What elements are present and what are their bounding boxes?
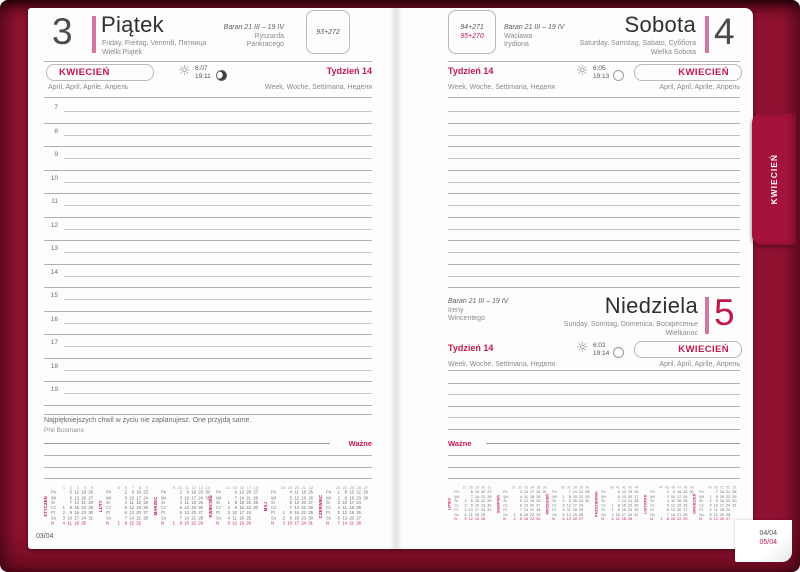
ruled-line (448, 406, 740, 407)
sunrise-time: 6:02 (593, 342, 606, 349)
saturday-day-number: 4 (714, 11, 735, 52)
right-day-counter-box (448, 10, 496, 54)
ruled-line (448, 417, 740, 418)
ruled-line (64, 158, 372, 159)
mini-calendar-wrzesień (546, 486, 593, 530)
ruled-line (448, 229, 740, 230)
calendar-month-label: MAJ (264, 501, 269, 511)
ruled-line (64, 111, 372, 112)
mini-calendar-sierpień (497, 486, 547, 530)
ruled-line (448, 276, 740, 277)
nameday: Pankracego (246, 41, 284, 48)
ruled-line (64, 252, 372, 253)
ruled-line (44, 467, 372, 468)
ruled-line (64, 276, 372, 277)
calendar-grid: 36 37 38 39 40 Pn 7 14 21 28 Wt 1 8 15 22 29 Śr 2 9 16 23 30 Cz 3 10 17 24 Pt 4 11 18 25 So 5 12 19 26 N 6 13 20 27 (552, 486, 590, 522)
quote-text: Najpiękniejszych chwil w życiu nie zaplanujesz. One przyjdą same. (44, 417, 252, 424)
hour-label: 17 (50, 339, 58, 346)
header-rule (448, 61, 740, 62)
mini-calendar-maj (264, 486, 317, 530)
saturday-week-label: Tydzień 14 (448, 66, 494, 76)
calendar-month-label: GRUDZIEŃ (693, 493, 697, 515)
ruled-line (44, 264, 372, 265)
calendar-month-label: SIERPIEŃ (497, 494, 501, 514)
sunset-time: 19:13 (593, 73, 610, 80)
ruled-line (44, 478, 372, 479)
ruled-line (44, 170, 372, 171)
band-rule (448, 97, 740, 98)
sunday-zodiac-block (448, 298, 508, 324)
hour-label: 13 (50, 245, 58, 252)
ruled-line (44, 358, 372, 359)
sun-icon: ☼ (576, 340, 589, 356)
mini-calendar-grudzień (693, 486, 740, 530)
calendar-grid: 9 10 11 12 13 14 Pn 2 9 16 23 30 Wt 3 10 17 24 31 Śr 4 11 18 25 Cz 5 12 19 26 Pt 6 13 20 27 So 7 14 21 28 N 1 8 15 22 29 (161, 486, 210, 526)
ruled-line (64, 299, 372, 300)
calendar-grid: 27 28 29 30 31 Pn 6 13 20 27 Wt 7 14 21 28 Śr 1 8 15 22 29 Cz 2 9 16 23 30 Pt 3 10 17 24 31 So 4 11 18 25 N 5 12 19 26 (454, 486, 492, 522)
ruled-line (44, 240, 372, 241)
right-page-number-saturday: 04/04 (759, 530, 777, 537)
ruled-line (64, 393, 372, 394)
ruled-line (44, 311, 372, 312)
saturday-month-translations: April, April, Aprile, Апрель (659, 84, 740, 91)
left-sun-times (195, 65, 211, 81)
ruled-line (448, 383, 740, 384)
hour-label: 16 (50, 315, 58, 323)
ruled-line (44, 287, 372, 288)
calendar-month-label: LIPIEC (448, 497, 452, 511)
ruled-line (448, 205, 740, 206)
calendar-grid: 23 24 25 26 27 Pn 1 8 15 22 29 Wt 2 9 16 23 30 Śr 3 10 17 24 Cz 4 11 18 25 Pt 5 12 19 26 So 6 13 20 27 N 7 14 21 28 (326, 486, 368, 526)
hour-label: 14 (50, 268, 58, 276)
saturday-month-box: KWIECIEŃ (634, 64, 742, 81)
calendar-month-label: CZERWIEC (319, 494, 324, 519)
sunday-month-box: KWIECIEŃ (634, 341, 742, 358)
ruled-line (64, 370, 372, 371)
calendar-month-label: MARZEC (154, 496, 159, 516)
ruled-line (448, 429, 740, 430)
ruled-line (44, 193, 372, 194)
ruled-line (64, 346, 372, 347)
sunset-time: 19:14 (593, 350, 610, 357)
mini-calendar-marzec (154, 486, 210, 530)
sunrise-time: 6:07 (195, 65, 208, 72)
calendar-month-label: WRZESIEŃ (546, 493, 550, 515)
left-month-box: KWIECIEŃ (46, 64, 154, 81)
sunday-sun-times (593, 342, 609, 358)
hour-label: 19 (50, 386, 58, 393)
left-holiday: Wielki Piątek (102, 49, 143, 56)
ruled-line (448, 170, 740, 171)
nameday: Ryszarda (254, 32, 284, 40)
left-month-translations: April, April, Aprile, Апрель (48, 84, 129, 91)
calendar-grid: 5 6 7 8 9 Pn 2 9 16 23 Wt 3 10 17 24 Śr 4 11 18 25 Cz 5 12 19 26 Pt 6 13 20 27 So 7 14 21 28 N 1 8 15 22 (106, 486, 148, 526)
sunday-holiday: Wielkanoc (665, 330, 698, 337)
sunrise-time: 6:05 (593, 65, 606, 72)
right-year-calendars (448, 486, 742, 530)
month-tab[interactable] (752, 113, 796, 245)
hour-label: 9 (54, 151, 58, 158)
important-rule (44, 443, 330, 444)
sunset-time: 19:11 (195, 73, 211, 80)
ruled-line (448, 146, 740, 147)
sunday-day-name: Niedziela (604, 293, 698, 318)
ruled-line (448, 252, 740, 253)
ruled-line (44, 217, 372, 218)
calendar-grid: 40 41 42 43 44 Pn 5 12 19 26 Wt 6 13 20 27 Śr 7 14 21 28 Cz 1 8 15 22 29 Pt 2 9 16 23 30 So 3 10 17 24 31 N 4 11 18 25 (601, 486, 639, 522)
ruled-line (448, 455, 740, 456)
calendar-month-label: LISTOPAD (644, 494, 648, 514)
saturday-translations: Saturday, Samstag, Sabato, Суббота (579, 40, 696, 47)
moon-phase-icon (613, 70, 624, 81)
hour-label: 10 (50, 174, 58, 182)
hour-label: 11 (51, 198, 58, 205)
ruled-line (44, 146, 372, 147)
sunday-day-number: 5 (714, 292, 735, 333)
quote-author: Phil Bosmans (44, 427, 84, 434)
day-of-year: 94+271 (460, 24, 484, 31)
hour-label: 18 (50, 362, 58, 370)
hour-label: 12 (50, 221, 58, 229)
ruled-line (64, 205, 372, 206)
nameday: Ireny (448, 306, 464, 314)
calendar-month-label: LUTY (99, 500, 104, 513)
ruled-line (44, 455, 372, 456)
ruled-line (64, 135, 372, 136)
band-rule (448, 370, 740, 371)
mini-calendar-czerwiec (319, 486, 372, 530)
ruled-line (448, 135, 740, 136)
ruled-line (448, 264, 740, 265)
calendar-month-label: STYCZEŃ (44, 496, 49, 517)
nameday: Irydiona (504, 41, 529, 48)
sunday-accent-bar (705, 297, 709, 334)
calendar-grid: 1 2 3 4 5 Pn 5 12 19 26 Wt 6 13 20 27 Śr 7 14 21 28 Cz 1 8 15 22 29 Pt 2 9 16 23 30 So 3 10 17 24 31 N 4 11 18 25 (51, 486, 93, 526)
left-zodiac-block (180, 24, 284, 50)
saturday-week-translations: Week, Woche, Settimana, Неделя (448, 84, 556, 91)
hour-label: 15 (50, 292, 58, 299)
saturday-accent-bar (705, 16, 709, 53)
ruled-line (448, 240, 740, 241)
month-tab-label: KWIECIEŃ (769, 153, 779, 205)
sun-icon: ☼ (178, 63, 191, 79)
ruled-line (448, 478, 740, 479)
zodiac-label: Baran 21 III – 19 IV (504, 24, 565, 31)
left-week-label: Tydzień 14 (326, 66, 372, 76)
ruled-line (44, 123, 372, 124)
ruled-line (448, 287, 740, 288)
header-rule (44, 61, 372, 62)
mini-calendar-kwiecień (209, 486, 262, 530)
ruled-line (448, 193, 740, 194)
calendar-grid: 18 19 20 21 22 Pn 4 11 18 25 Wt 5 12 19 26 Śr 6 13 20 27 Cz 7 14 21 28 Pt 1 8 15 22 29 So 2 9 16 23 30 N 3 10 17 24 31 (271, 486, 313, 526)
moon-phase-icon (216, 70, 227, 81)
ruled-line (64, 229, 372, 230)
calendar-grid: 49 50 51 52 53 Pn 7 14 21 28 Wt 1 8 15 22 29 Śr 2 9 16 23 30 Cz 3 10 17 24 31 Pt 4 11 18 25 So 5 12 19 26 N 6 13 20 27 (699, 486, 737, 522)
zodiac-label: Baran 21 III – 19 IV (223, 24, 284, 31)
left-important-label: Ważne (348, 439, 372, 448)
ruled-line (448, 123, 740, 124)
hour-label: 7 (54, 104, 58, 111)
mini-calendar-listopad (644, 486, 694, 530)
spine-shadow (390, 8, 402, 549)
nameday: Wacława (504, 32, 533, 40)
ruled-line (448, 158, 740, 159)
left-day-accent-bar (92, 16, 96, 53)
ruled-line (44, 381, 372, 382)
ruled-line (44, 414, 372, 415)
left-week-translations: Week, Woche, Settimana, Неделя (264, 84, 372, 91)
sunday-month-translations: April, April, Aprile, Апрель (659, 361, 740, 368)
saturday-sun-times (593, 65, 609, 81)
sunday-week-translations: Week, Woche, Settimana, Неделя (448, 361, 556, 368)
mini-calendar-luty (99, 486, 152, 530)
calendar-month-label: KWIECIEŃ (209, 495, 214, 518)
calendar-month-label: PAŹDZIERNIK (595, 490, 599, 518)
calendar-grid: 31 32 33 34 35 36 Pn 3 10 17 24 31 Wt 4 11 18 25 Śr 5 12 19 26 Cz 6 13 20 27 Pt 7 14 21 28 So 1 8 15 22 29 N 2 9 16 23 30 (503, 486, 547, 522)
left-page-number: 03/04 (36, 533, 54, 540)
mini-calendar-styczeń (44, 486, 97, 530)
day-of-year-sunday: 95+270 (460, 33, 484, 40)
ruled-line (44, 334, 372, 335)
right-page-number-sunday: 05/04 (759, 539, 777, 546)
sunday-week-label: Tydzień 14 (448, 343, 494, 353)
zodiac-label: Baran 21 III – 19 IV (448, 298, 509, 305)
left-day-translations: Friday, Freitag, Venerdì, Пятница (102, 40, 207, 47)
ruled-line (448, 394, 740, 395)
sun-icon: ☼ (576, 63, 589, 79)
saturday-day-name: Sobota (624, 12, 696, 37)
ruled-line (448, 111, 740, 112)
calendar-grid: 44 45 46 47 48 49 Pn 2 9 16 23 30 Wt 3 10 17 24 Śr 4 11 18 25 Cz 5 12 19 26 Pt 6 13 20 27 So 7 14 21 28 N 1 8 15 22 29 (650, 486, 694, 522)
hour-label: 8 (54, 127, 58, 135)
left-year-calendars (44, 486, 374, 530)
calendar-grid: 14 15 16 17 18 Pn 6 13 20 27 Wt 7 14 21 28 Śr 1 8 15 22 29 Cz 2 9 16 23 30 Pt 3 10 17 24 So 4 11 18 25 N 5 12 19 26 (216, 486, 258, 526)
ruled-line (448, 182, 740, 183)
important-rule (486, 443, 740, 444)
left-day-counter-box (306, 10, 350, 54)
left-day-number: 3 (52, 11, 73, 52)
ruled-line (64, 182, 372, 183)
day-of-year: 93+272 (316, 28, 340, 36)
sunday-translations: Sunday, Sonntag, Domenica, Воскресенье (563, 321, 698, 328)
ruled-line (448, 467, 740, 468)
ruled-line (44, 405, 372, 406)
ruled-line (448, 217, 740, 218)
saturday-holiday: Wielka Sobota (650, 49, 696, 56)
right-important-label: Ważne (448, 439, 472, 448)
left-day-name: Piątek (101, 12, 164, 37)
ruled-line (64, 323, 372, 324)
moon-phase-icon (613, 347, 624, 358)
mini-calendar-październik (595, 486, 642, 530)
nameday: Wincentego (448, 315, 485, 322)
band-rule (44, 97, 372, 98)
mini-calendar-lipiec (448, 486, 495, 530)
